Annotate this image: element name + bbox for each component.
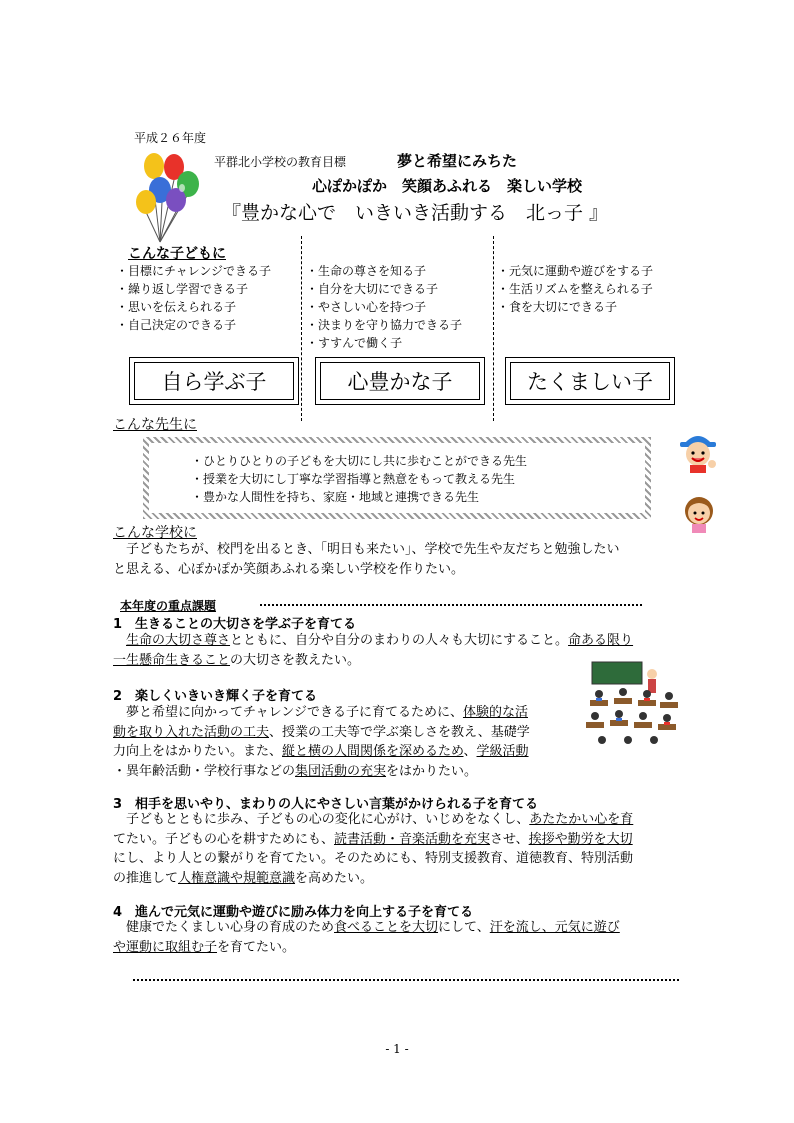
- list-item: ・自己決定のできる子: [116, 318, 237, 332]
- text-segment: 夢と希望に向かってチャレンジできる子に育てるために、: [113, 705, 463, 720]
- text-line: [113, 938, 620, 958]
- list-item: ・豊かな人間性を持ち、家庭・地域と連携できる先生: [191, 490, 480, 504]
- column-divider: [301, 236, 302, 421]
- list-item: ・自分を大切にできる子: [306, 282, 439, 296]
- underlined-text: 体験的な活: [462, 705, 528, 720]
- text-segment: てたい。子どもの心を耕すためにも、: [113, 831, 335, 847]
- priorities-heading: 本年度の重点課題: [120, 599, 217, 613]
- list-item: ・ひとりひとりの子どもを大切にし共に歩むことができる先生: [191, 454, 528, 468]
- text-line: [113, 762, 530, 782]
- text-segment: させ、: [490, 831, 529, 847]
- goal-box-label: 自ら学ぶ子: [134, 362, 294, 400]
- boy-illustration: [676, 428, 720, 474]
- goal-box-learn: [129, 357, 299, 405]
- text-segment: にして、: [438, 920, 490, 935]
- priority-3-text: [113, 810, 633, 888]
- goal-line1: 夢と希望にみちた: [397, 152, 518, 170]
- children-col3: [497, 262, 653, 316]
- text-segment: をはかりたい。: [386, 763, 478, 779]
- underlined-text: あたたかい心を育: [529, 812, 634, 827]
- underlined-text: 集団活動の充実: [295, 763, 387, 779]
- text-segment: にし、より人との繋がりを育てたい。そのためにも、特別支援教育、道徳教育、特別活動: [113, 851, 634, 866]
- priority-2-text: [113, 703, 530, 781]
- underlined-text: 動を取り入れた活動の工夫: [113, 724, 270, 740]
- list-item: ・繰り返し学習できる子: [116, 282, 249, 296]
- goal-box-heart: [315, 357, 485, 405]
- list-item: ・元気に運動や遊びをする子: [497, 264, 654, 278]
- text-segment: を高めたい。: [295, 870, 374, 886]
- text-segment: ・異年齢活動・学校行事などの: [113, 763, 296, 779]
- text-line: 子どもたちが、校門を出るとき、「明日も来たい」、学校で先生や友だちと勉強したい: [113, 542, 620, 557]
- text-line: [113, 869, 633, 889]
- underlined-text: や運動に取組む子: [113, 939, 218, 955]
- underlined-text: 命ある限り: [568, 633, 634, 648]
- underlined-text: 読書活動・音楽活動を充実: [334, 831, 491, 847]
- underlined-text: 汗を流し、元気に遊び: [489, 920, 620, 935]
- children-col1: [116, 262, 271, 334]
- children-col2: [306, 262, 462, 352]
- goal-line2: 心ぽかぽか 笑顔あふれる 楽しい学校: [312, 177, 583, 195]
- text-segment: [113, 633, 126, 648]
- school-text: [113, 540, 619, 579]
- list-item: ・生命の尊さを知る子: [306, 264, 427, 278]
- teachers-frame: [143, 437, 651, 519]
- text-line: [113, 918, 620, 938]
- underlined-text: 学級活動: [476, 744, 529, 759]
- text-line: [113, 723, 530, 743]
- text-line: [113, 830, 633, 850]
- text-line: と思える、心ぽかぽか笑顔あふれる楽しい学校を作りたい。: [113, 561, 465, 577]
- list-item: ・生活リズムを整えられる子: [497, 282, 653, 296]
- children-heading: こんな子どもに: [128, 246, 226, 262]
- classroom-illustration: [582, 660, 682, 748]
- text-segment: 力向上をはかりたい。また、: [113, 744, 283, 759]
- text-line: [113, 703, 530, 723]
- list-item: ・思いを伝えられる子: [116, 300, 237, 314]
- underlined-text: 縦と横の人間関係を深めるため: [282, 744, 464, 759]
- balloons-illustration: [130, 150, 210, 245]
- underlined-text: 挨拶や勤労を大切: [528, 831, 633, 847]
- text-segment: 、: [463, 744, 477, 759]
- text-segment: を育てたい。: [217, 939, 296, 955]
- text-segment: とともに、自分や自分のまわりの人々も大切にすること。: [230, 633, 569, 648]
- goal-box-label: たくましい子: [510, 362, 670, 400]
- teachers-list: [191, 452, 527, 506]
- priority-1-title: 1 生きることの大切さを学ぶ子を育てる: [113, 617, 357, 632]
- text-segment: の推進して: [113, 870, 179, 886]
- priority-4-text: [113, 918, 620, 957]
- priority-2-title: 2 楽しくいきいき輝く子を育てる: [113, 689, 318, 704]
- text-segment: 子どもとともに歩み、子どもの心の変化に心がけ、いじめをなくし、: [113, 812, 530, 827]
- text-line: [113, 849, 633, 869]
- text-line: [113, 631, 633, 651]
- priority-4-title: 4 進んで元気に運動や遊びに励み体力を向上する子を育てる: [113, 905, 474, 920]
- goal-label: 平群北小学校の教育目標: [214, 155, 347, 169]
- teachers-heading: こんな先生に: [113, 417, 197, 433]
- goal-box-strong: [505, 357, 675, 405]
- text-segment: 健康でたくましい心身の育成のため: [113, 920, 335, 935]
- underlined-text: 人権意識や規範意識: [178, 870, 296, 886]
- column-divider: [493, 236, 494, 421]
- underlined-text: 一生懸命生きること: [113, 652, 231, 668]
- underlined-text: 食べることを大切: [334, 920, 439, 935]
- text-line: [113, 810, 633, 830]
- list-item: ・食を大切にできる子: [497, 300, 618, 314]
- school-heading: こんな学校に: [113, 525, 197, 541]
- girl-illustration: [680, 494, 718, 534]
- priority-3-title: 3 相手を思いやり、まわりの人にやさしい言葉がかけられる子を育てる: [113, 797, 539, 812]
- divider-dotted: [133, 979, 679, 981]
- text-segment: 、授業の工夫等で学ぶ楽しさを教え、基礎学: [269, 724, 530, 740]
- goal-box-label: 心豊かな子: [320, 362, 480, 400]
- list-item: ・やさしい心を持つ子: [306, 300, 427, 314]
- text-line: [113, 651, 633, 671]
- page-number: - 1 -: [385, 1042, 409, 1056]
- priority-1-text: [113, 631, 633, 670]
- list-item: ・決まりを守り協力できる子: [306, 318, 463, 332]
- year-label: 平成２６年度: [134, 131, 207, 145]
- underlined-text: 生命の大切さ尊さ: [126, 633, 231, 648]
- school-motto: 『豊かな心で いきいき活動する 北っ子 』: [222, 202, 609, 224]
- divider-dotted: [260, 604, 642, 606]
- list-item: ・授業を大切にし丁寧な学習指導と熱意をもって教える先生: [191, 472, 516, 486]
- text-segment: の大切さを教えたい。: [230, 652, 361, 668]
- list-item: ・すすんで働く子: [306, 336, 403, 350]
- text-line: [113, 742, 530, 762]
- list-item: ・目標にチャレンジできる子: [116, 264, 272, 278]
